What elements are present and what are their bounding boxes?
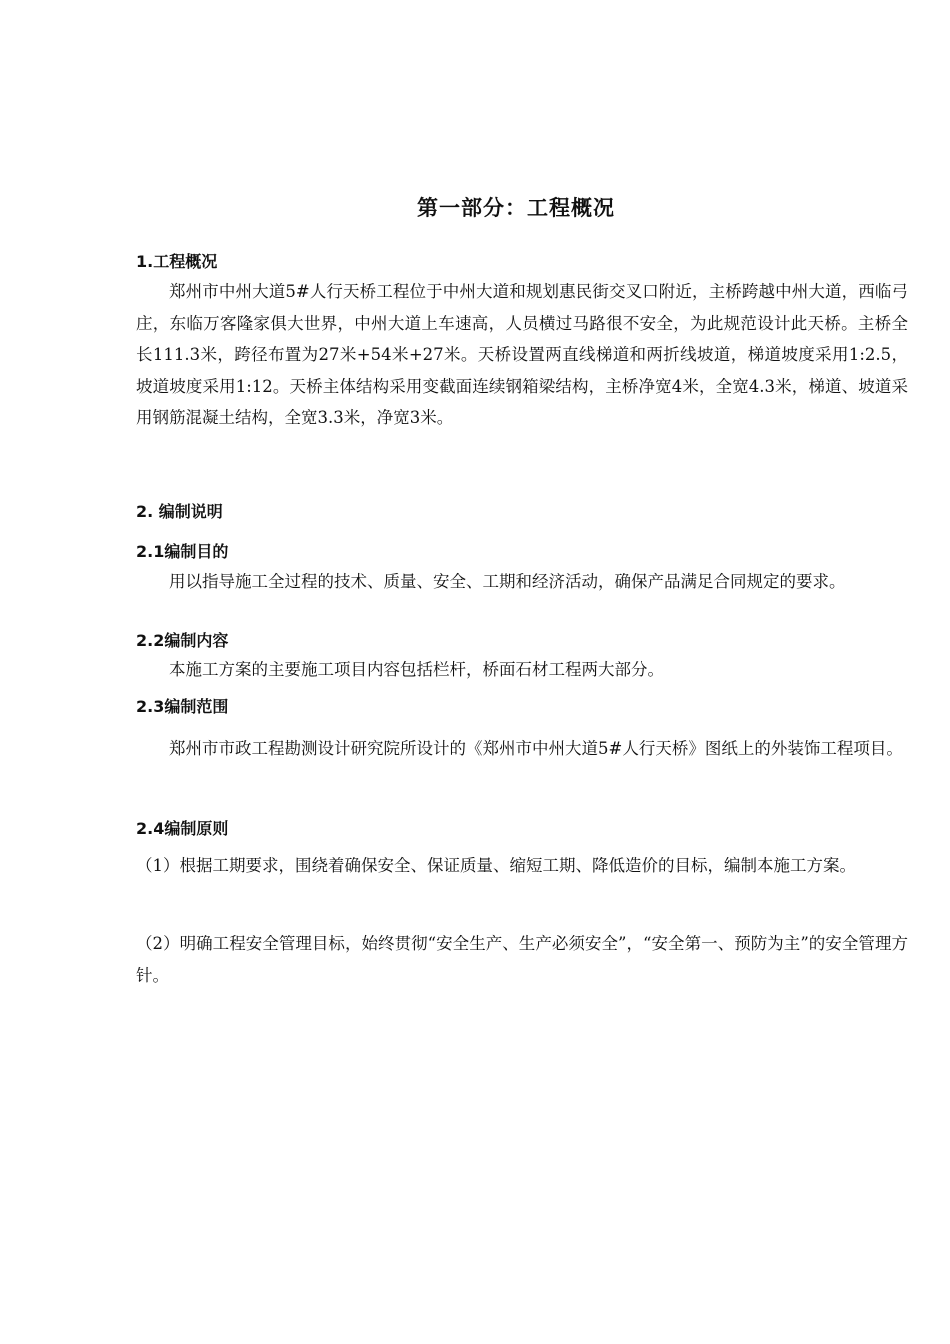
section-1-body: 郑州市中州大道5#人行天桥工程位于中州大道和规划惠民街交叉口附近，主桥跨越中州大道，西临弓庄，东临万客隆家俱大世界，中州大道上车速高，人员横过马路很不安全，为此规范设计此天桥。主桥全长111.3米，跨径布置为27米+54米+27米。天桥设置两直线梯道和两折线坡道，梯道坡度采用1:2.5，坡道坡度采用1:12。天桥主体结构采用变截面连续钢箱梁结构，主桥净宽4米，全宽4.3米，梯道、坡道采用钢筋混凝土结构，全宽3.3米，净宽3米。: [136, 282, 908, 427]
page-title: 第一部分：工程概况: [417, 196, 615, 220]
section-heading-2: 2. 编制说明: [136, 502, 223, 521]
principle-item-1: （1）根据工期要求，围绕着确保安全、保证质量、缩短工期、降低造价的目标，编制本施工方案。: [136, 856, 856, 875]
section-heading-2-3: 2.3编制范围: [136, 697, 229, 716]
principle-item-2: （2）明确工程安全管理目标，始终贯彻“安全生产、生产必须安全”，“安全第一、预防为主”的安全管理方针。: [136, 934, 908, 985]
section-2-3-body: 郑州市市政工程勘测设计研究院所设计的《郑州市中州大道5#人行天桥》图纸上的外装饰工程项目。: [169, 739, 903, 758]
section-heading-2-2: 2.2编制内容: [136, 631, 229, 650]
section-heading-2-4: 2.4编制原则: [136, 819, 229, 838]
section-2-1-body: 用以指导施工全过程的技术、质量、安全、工期和经济活动，确保产品满足合同规定的要求。: [169, 572, 846, 591]
section-2-2-body: 本施工方案的主要施工项目内容包括栏杆，桥面石材工程两大部分。: [169, 660, 664, 679]
section-heading-1: 1.工程概况: [136, 252, 218, 271]
section-heading-2-1: 2.1编制目的: [136, 542, 229, 561]
